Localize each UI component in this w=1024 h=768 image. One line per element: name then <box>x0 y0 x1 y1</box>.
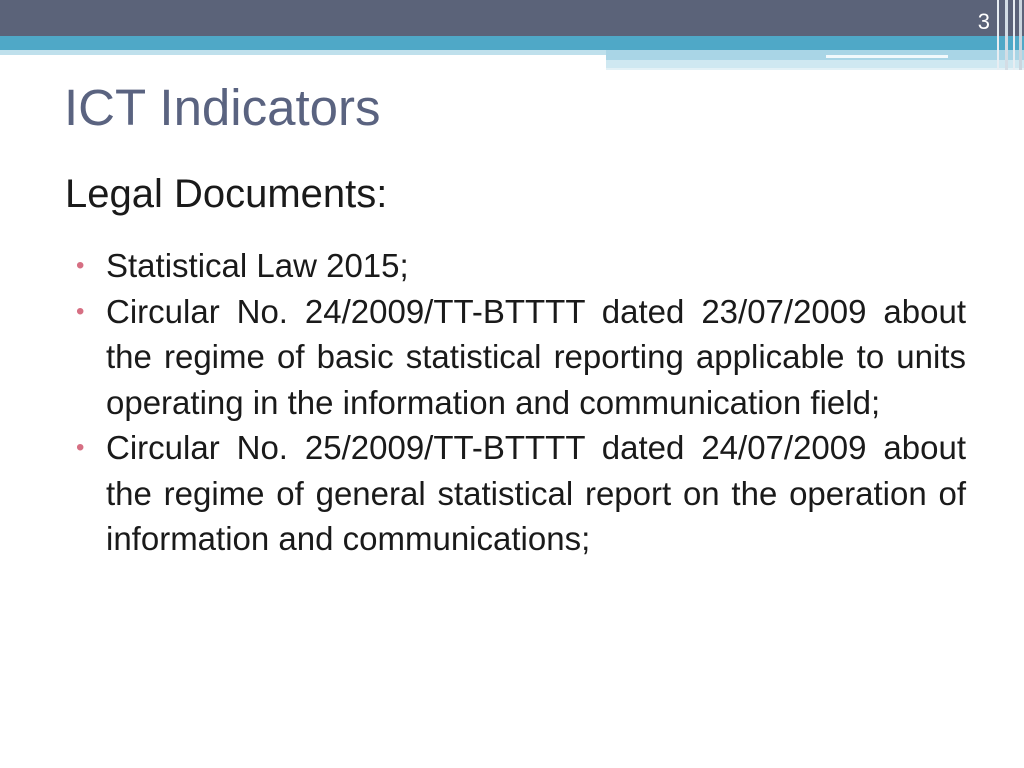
bullet-text: Circular No. 24/2009/TT-BTTTT dated 23/07/2009 about the regime of basic statistical reporting applicable to units operating in the information and communication field; <box>106 292 966 421</box>
decorative-vertical-line <box>1019 0 1022 70</box>
header-band-right-upper <box>606 50 1024 60</box>
slide-subtitle: Legal Documents: <box>65 172 388 216</box>
header-band-right-line <box>606 68 1024 70</box>
header-band-teal <box>0 36 1024 50</box>
decorative-vertical-line <box>1005 0 1008 70</box>
page-number: 3 <box>977 9 990 34</box>
header-band-highlight <box>826 55 948 58</box>
bullet-icon: • <box>76 297 85 325</box>
header-band-right-lower <box>606 60 1024 68</box>
bullet-icon: • <box>76 252 85 279</box>
header-band-dark <box>0 0 1024 36</box>
decorative-vertical-line <box>997 0 999 70</box>
bullet-text: Circular No. 25/2009/TT-BTTTT dated 24/07/2009 about the regime of general statistical report on the operation of information and communications; <box>106 429 966 557</box>
bullet-item <box>76 243 966 289</box>
decorative-vertical-line <box>1013 0 1015 70</box>
bullet-item <box>76 425 966 562</box>
bullet-list <box>76 243 966 562</box>
bullet-item <box>76 289 966 426</box>
slide-title: ICT Indicators <box>64 79 381 136</box>
bullet-icon: • <box>76 434 85 461</box>
bullet-text: Statistical Law 2015; <box>106 247 409 284</box>
